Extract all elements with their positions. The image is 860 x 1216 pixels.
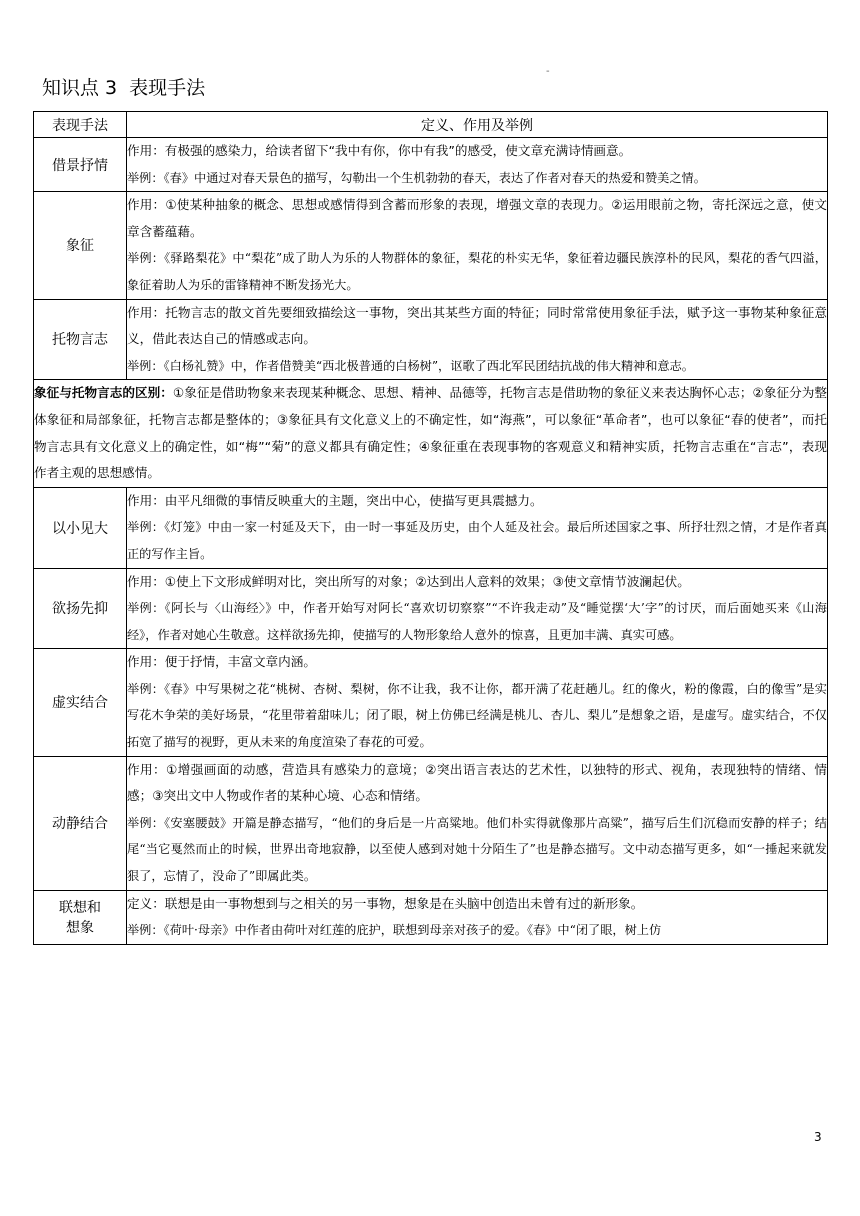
technique-content: [127, 756, 828, 890]
technique-content: [127, 138, 828, 192]
effect-text: 作用：便于抒情，丰富文章内涵。: [127, 654, 316, 670]
definition-text: 定义：联想是由一事物想到与之相关的另一事物，想象是在头脑中创造出未曾有过的新形象。: [127, 895, 644, 911]
technique-name: 虚实结合: [34, 649, 127, 756]
distinction-text: ①象征是借助物象来表现某种概念、思想、精神、品德等，托物言志是借助物的象征义来表达胸怀心志；②象征分为整体象征和局部象征，托物言志都是整体的；③象征具有文化意义上的不确定性，如“海燕”，可以象征“革命者”，也可以象征“春的使者”，而托物言志具有文化意义上的确定性，如“梅”“菊”的意义都具有确定性；④象征重在表现事物的客观意义和精神实质，托物言志重在“言志”，表现作者主观的思想感情。: [34, 385, 827, 481]
technique-name: [34, 890, 127, 944]
table-row: [34, 756, 828, 890]
technique-name: 象征: [34, 192, 127, 299]
example-text: 举例：《荷叶·母亲》中作者由荷叶对红莲的庇护，联想到母亲对孩子的爱。《春》中“闭了眼，树上仿: [127, 923, 662, 938]
header-technique: 表现手法: [34, 112, 127, 138]
section-label: 知识点 3: [42, 77, 118, 99]
technique-content: [127, 299, 828, 380]
section-heading: [42, 76, 205, 100]
table-row: [34, 380, 828, 487]
technique-name-line1: 联想和: [59, 900, 101, 917]
table-header-row: [34, 112, 828, 138]
example-text: 举例：《春》中通过对春天景色的描写，勾勒出一个生机勃勃的春天，表达了作者对春天的热爱和赞美之情。: [127, 170, 706, 185]
effect-text: 作用：①使某种抽象的概念、思想或感情得到含蓄而形象的表现，增强文章的表现力。②运用眼前之物，寄托深远之意，使文章含蓄蕴藉。: [127, 197, 827, 239]
effect-text: 作用：由平凡细微的事情反映重大的主题，突出中心，使描写更具震撼力。: [127, 492, 543, 508]
technique-name: 托物言志: [34, 299, 127, 380]
effect-text: 作用：①增强画面的动感，营造具有感染力的意境；②突出语言表达的艺术性，以独特的形式、视角，表现独特的情绪、情感；③突出文中人物或作者的某种心境、心态和情绪。: [127, 761, 827, 804]
example-text: 举例：《灯笼》中由一家一村延及天下，由一时一事延及历史，由个人延及社会。最后所述国家之事、所抒壮烈之情，才是作者真正的写作主旨。: [127, 520, 827, 561]
table-row: [34, 299, 828, 380]
example-text: 举例：《春》中写果树之花“桃树、杏树、梨树，你不让我，我不让你，都开满了花赶趟儿。红的像火，粉的像霞，白的像雪”是实写花木争荣的美好场景，“花里带着甜味儿；闭了眼，树上仿佛已经满是桃儿、杏儿、梨儿”是想象之语，是虚写。虚实结合，不仅拓宽了描写的视野，更从未来的角度渲染了春花的可爱。: [127, 681, 827, 750]
technique-name: 借景抒情: [34, 138, 127, 192]
example-text: 举例：《阿长与〈山海经〉》中，作者开始写对阿长“喜欢切切察察”“不许我走动”及“睡觉摆‘大’字”的讨厌，而后面她买来《山海经》，作者对她心生敬意。这样欲扬先抑，使描写的人物形象给人意外的惊喜，且更加丰满、真实可感。: [127, 601, 827, 642]
techniques-table: [33, 111, 828, 945]
table-row: [34, 192, 828, 299]
header-definition: 定义、作用及举例: [127, 112, 828, 138]
technique-content: [127, 890, 828, 944]
page-number: 3: [814, 1130, 822, 1144]
technique-name: 以小见大: [34, 487, 127, 568]
technique-content: [127, 192, 828, 299]
table-row: [34, 568, 828, 649]
technique-content: [127, 487, 828, 568]
table-row: [34, 649, 828, 756]
effect-text: 作用：有极强的感染力，给读者留下“我中有你，你中有我”的感受，使文章充满诗情画意。: [127, 143, 632, 158]
example-text: 举例：《安塞腰鼓》开篇是静态描写，“他们的身后是一片高粱地。他们朴实得就像那片高粱”，描写后生们沉稳而安静的样子；结尾“当它戛然而止的时候，世界出奇地寂静，以至使人感到对她十分陌生了”也是静态描写。文中动态描写更多，如“一捶起来就发狠了，忘情了，没命了”即属此类。: [127, 815, 827, 884]
technique-name: 欲扬先抑: [34, 568, 127, 649]
distinction-lead: 象征与托物言志的区别：: [34, 385, 173, 401]
technique-name: 动静结合: [34, 756, 127, 890]
distinction-note: [34, 380, 828, 487]
table-row: [34, 487, 828, 568]
technique-content: [127, 568, 828, 649]
table-row: [34, 138, 828, 192]
example-text: 举例：《白杨礼赞》中，作者借赞美“西北极普通的白杨树”，讴歌了西北军民团结抗战的伟大精神和意志。: [127, 358, 694, 373]
effect-text: 作用：托物言志的散文首先要细致描绘这一事物，突出其某些方面的特征；同时常常使用象征手法，赋予这一事物某种象征意义，借此表达自己的情感或志向。: [127, 304, 827, 347]
section-title: 表现手法: [129, 77, 206, 99]
effect-text: 作用：①使上下文形成鲜明对比，突出所写的对象；②达到出人意料的效果；③使文章情节波澜起伏。: [127, 573, 690, 589]
technique-name-line2: 想象: [66, 920, 94, 937]
page-mark: -: [546, 66, 550, 77]
technique-content: [127, 649, 828, 756]
table-row: [34, 890, 828, 944]
example-text: 举例：《驿路梨花》中“梨花”成了助人为乐的人物群体的象征，梨花的朴实无华，象征着边疆民族淳朴的民风，梨花的香气四溢，象征着助人为乐的雷锋精神不断发扬光大。: [127, 251, 827, 292]
